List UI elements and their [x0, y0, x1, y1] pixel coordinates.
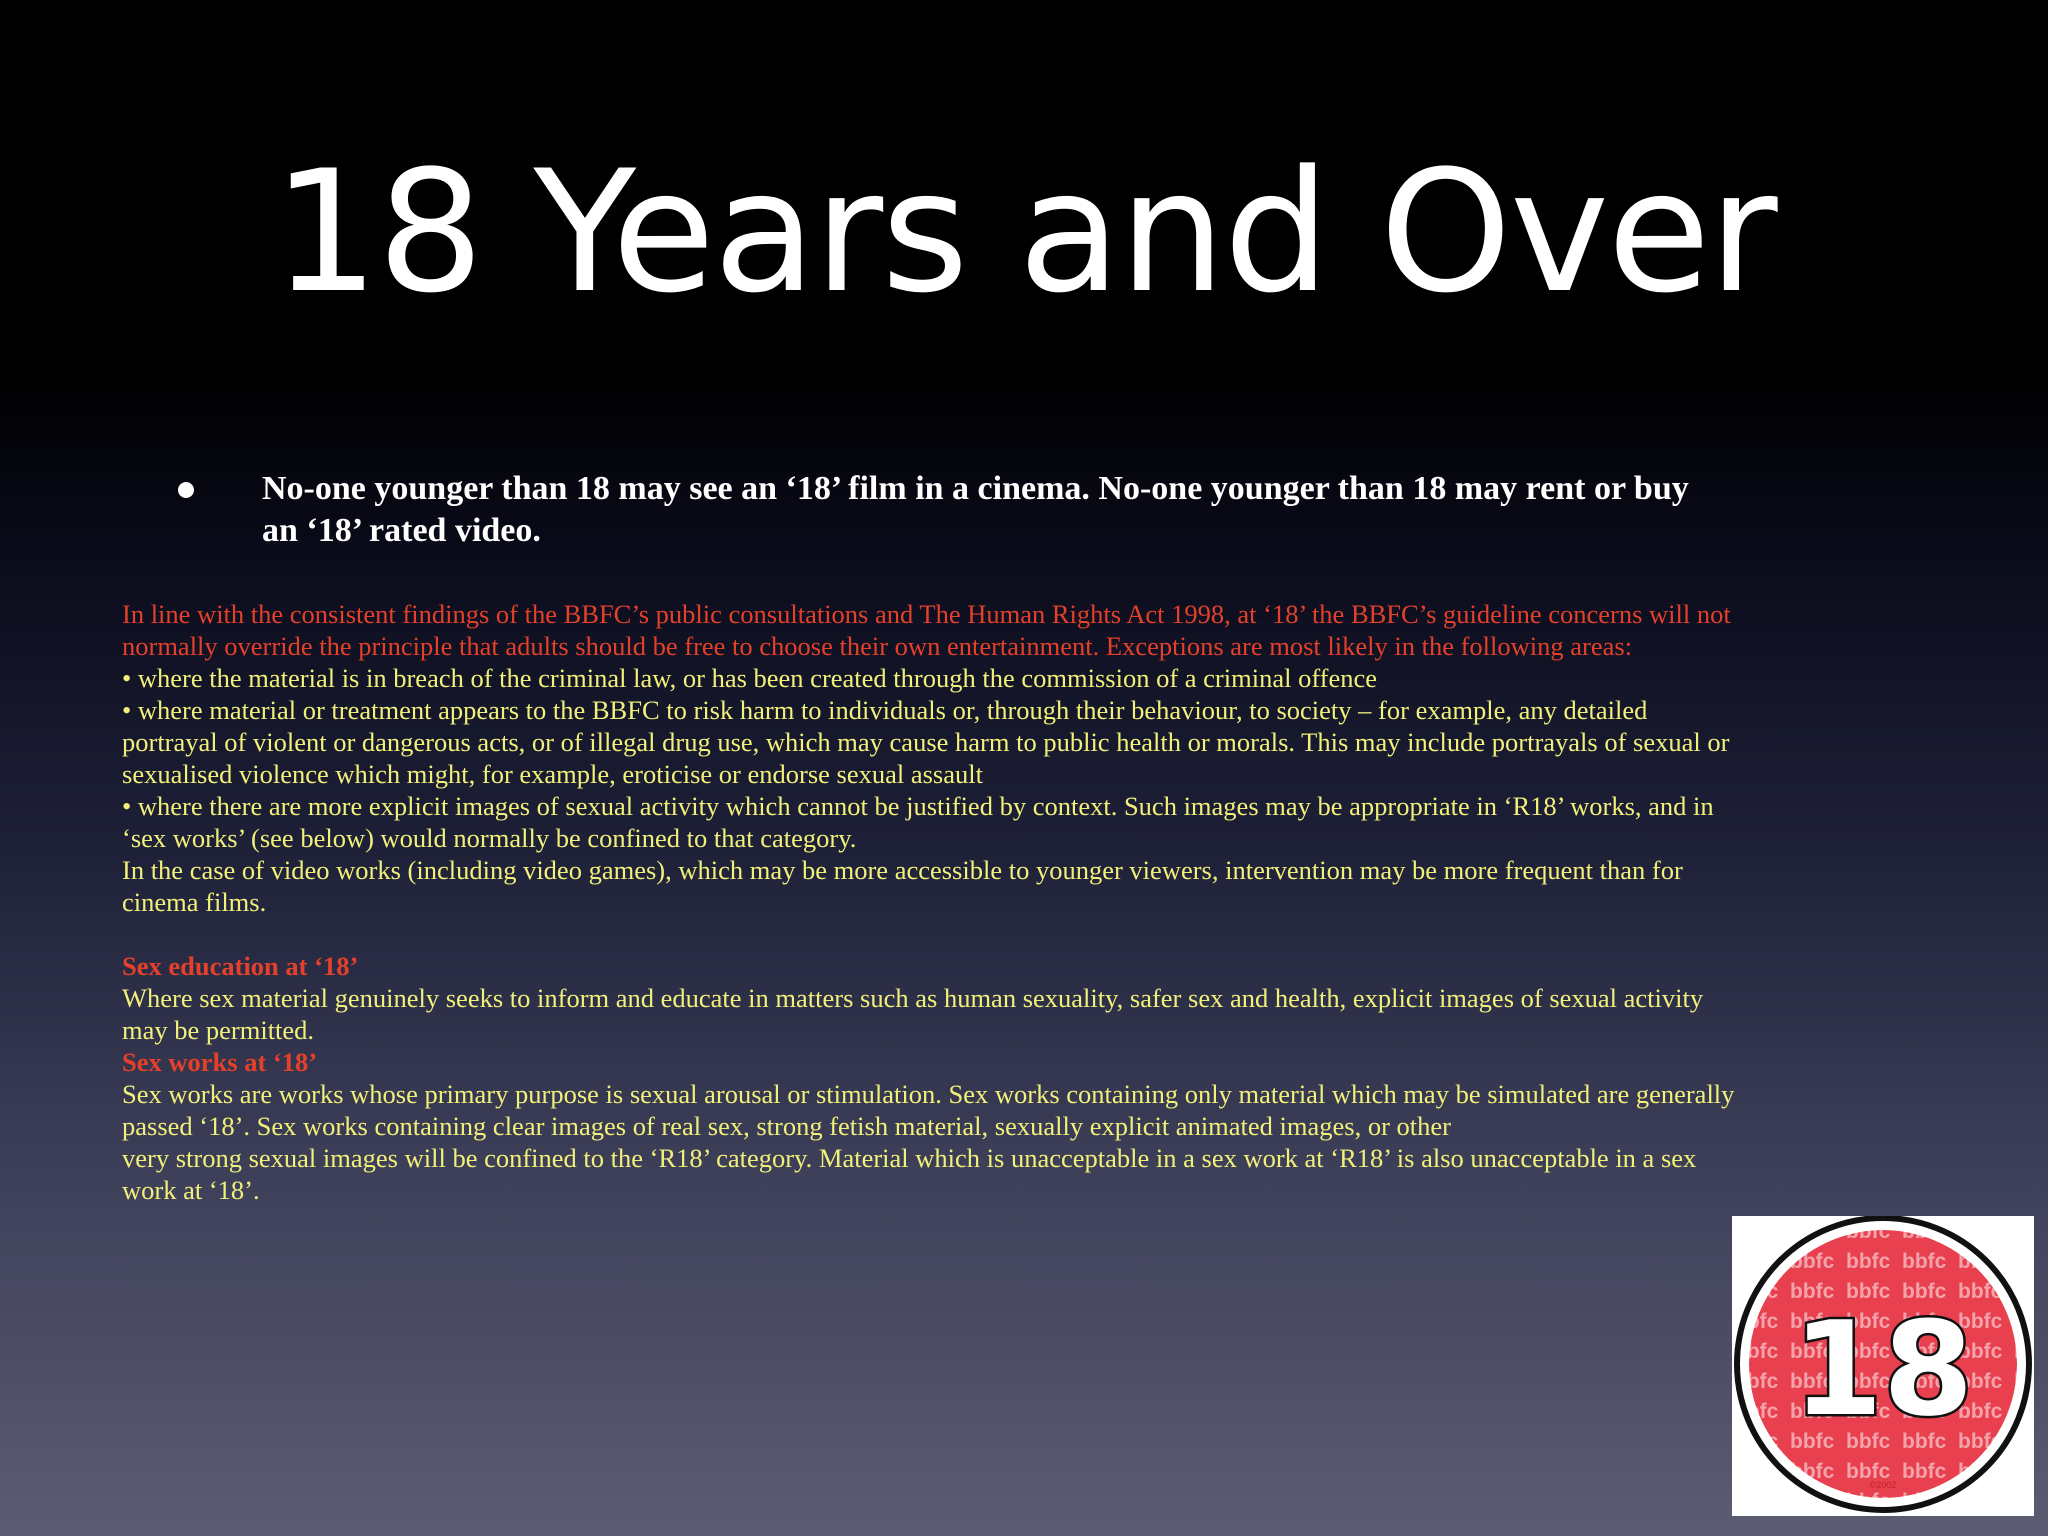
- sex-works-paragraph-1: Sex works are works whose primary purpose is sexual arousal or stimulation. Sex works containing only material which may be simulated are generally passed ‘18’. Sex works containing clear images of real sex, strong fetish material, sexually explicit animated images, or other: [122, 1079, 1735, 1141]
- exception-point-1: • where the material is in breach of the criminal law, or has been created through the commission of a criminal offence: [122, 663, 1378, 693]
- intro-paragraph: In line with the consistent findings of the BBFC’s public consultations and The Human Rights Act 1998, at ‘18’ the BBFC’s guideline concerns will not normally override the principle that adults should be free to choose their own entertainment. Exceptions are most likely in the following areas:: [122, 599, 1731, 661]
- sex-works-heading: Sex works at ‘18’: [122, 1047, 318, 1077]
- slide-title: 18 Years and Over: [272, 134, 1776, 330]
- bullet-list: [170, 468, 1730, 552]
- bullet-text: No-one younger than 18 may see an ‘18’ film in a cinema. No-one younger than 18 may rent or buy an ‘18’ rated video.: [262, 470, 1689, 549]
- bullet-dot: [178, 482, 194, 498]
- sex-works-paragraph-2: very strong sexual images will be confined to the ‘R18’ category. Material which is unacceptable in a sex work at ‘R18’ is also unacceptable in a sex work at ‘18’.: [122, 1143, 1697, 1205]
- sex-education-paragraph: Where sex material genuinely seeks to inform and educate in matters such as human sexuality, safer sex and health, explicit images of sexual activity may be permitted.: [122, 983, 1704, 1045]
- exception-point-3: • where there are more explicit images of sexual activity which cannot be justified by context. Such images may be appropriate in ‘R18’ works, and in ‘sex works’ (see below) would normally be confined to that category.: [122, 791, 1714, 853]
- exception-point-2: • where material or treatment appears to the BBFC to risk harm to individuals or, through their behaviour, to society – for example, any detailed portrayal of violent or dangerous acts, or of illegal drug use, which may cause harm to public health or morals. This may include portrayals of sexual or sexualised violence which might, for example, eroticise or endorse sexual assault: [122, 695, 1730, 789]
- video-works-paragraph: In the case of video works (including video games), which may be more accessible to younger viewers, intervention may be more frequent than for cinema films.: [122, 855, 1683, 917]
- sex-education-heading: Sex education at ‘18’: [122, 951, 359, 981]
- rating-badge-icon: [1732, 1216, 2034, 1516]
- logo-copyright: ©2002: [1869, 1480, 1897, 1490]
- bbfc-18-rating-logo: [1732, 1216, 2034, 1516]
- rating-number: 18: [1792, 1293, 1974, 1445]
- body-text: [122, 598, 1742, 1206]
